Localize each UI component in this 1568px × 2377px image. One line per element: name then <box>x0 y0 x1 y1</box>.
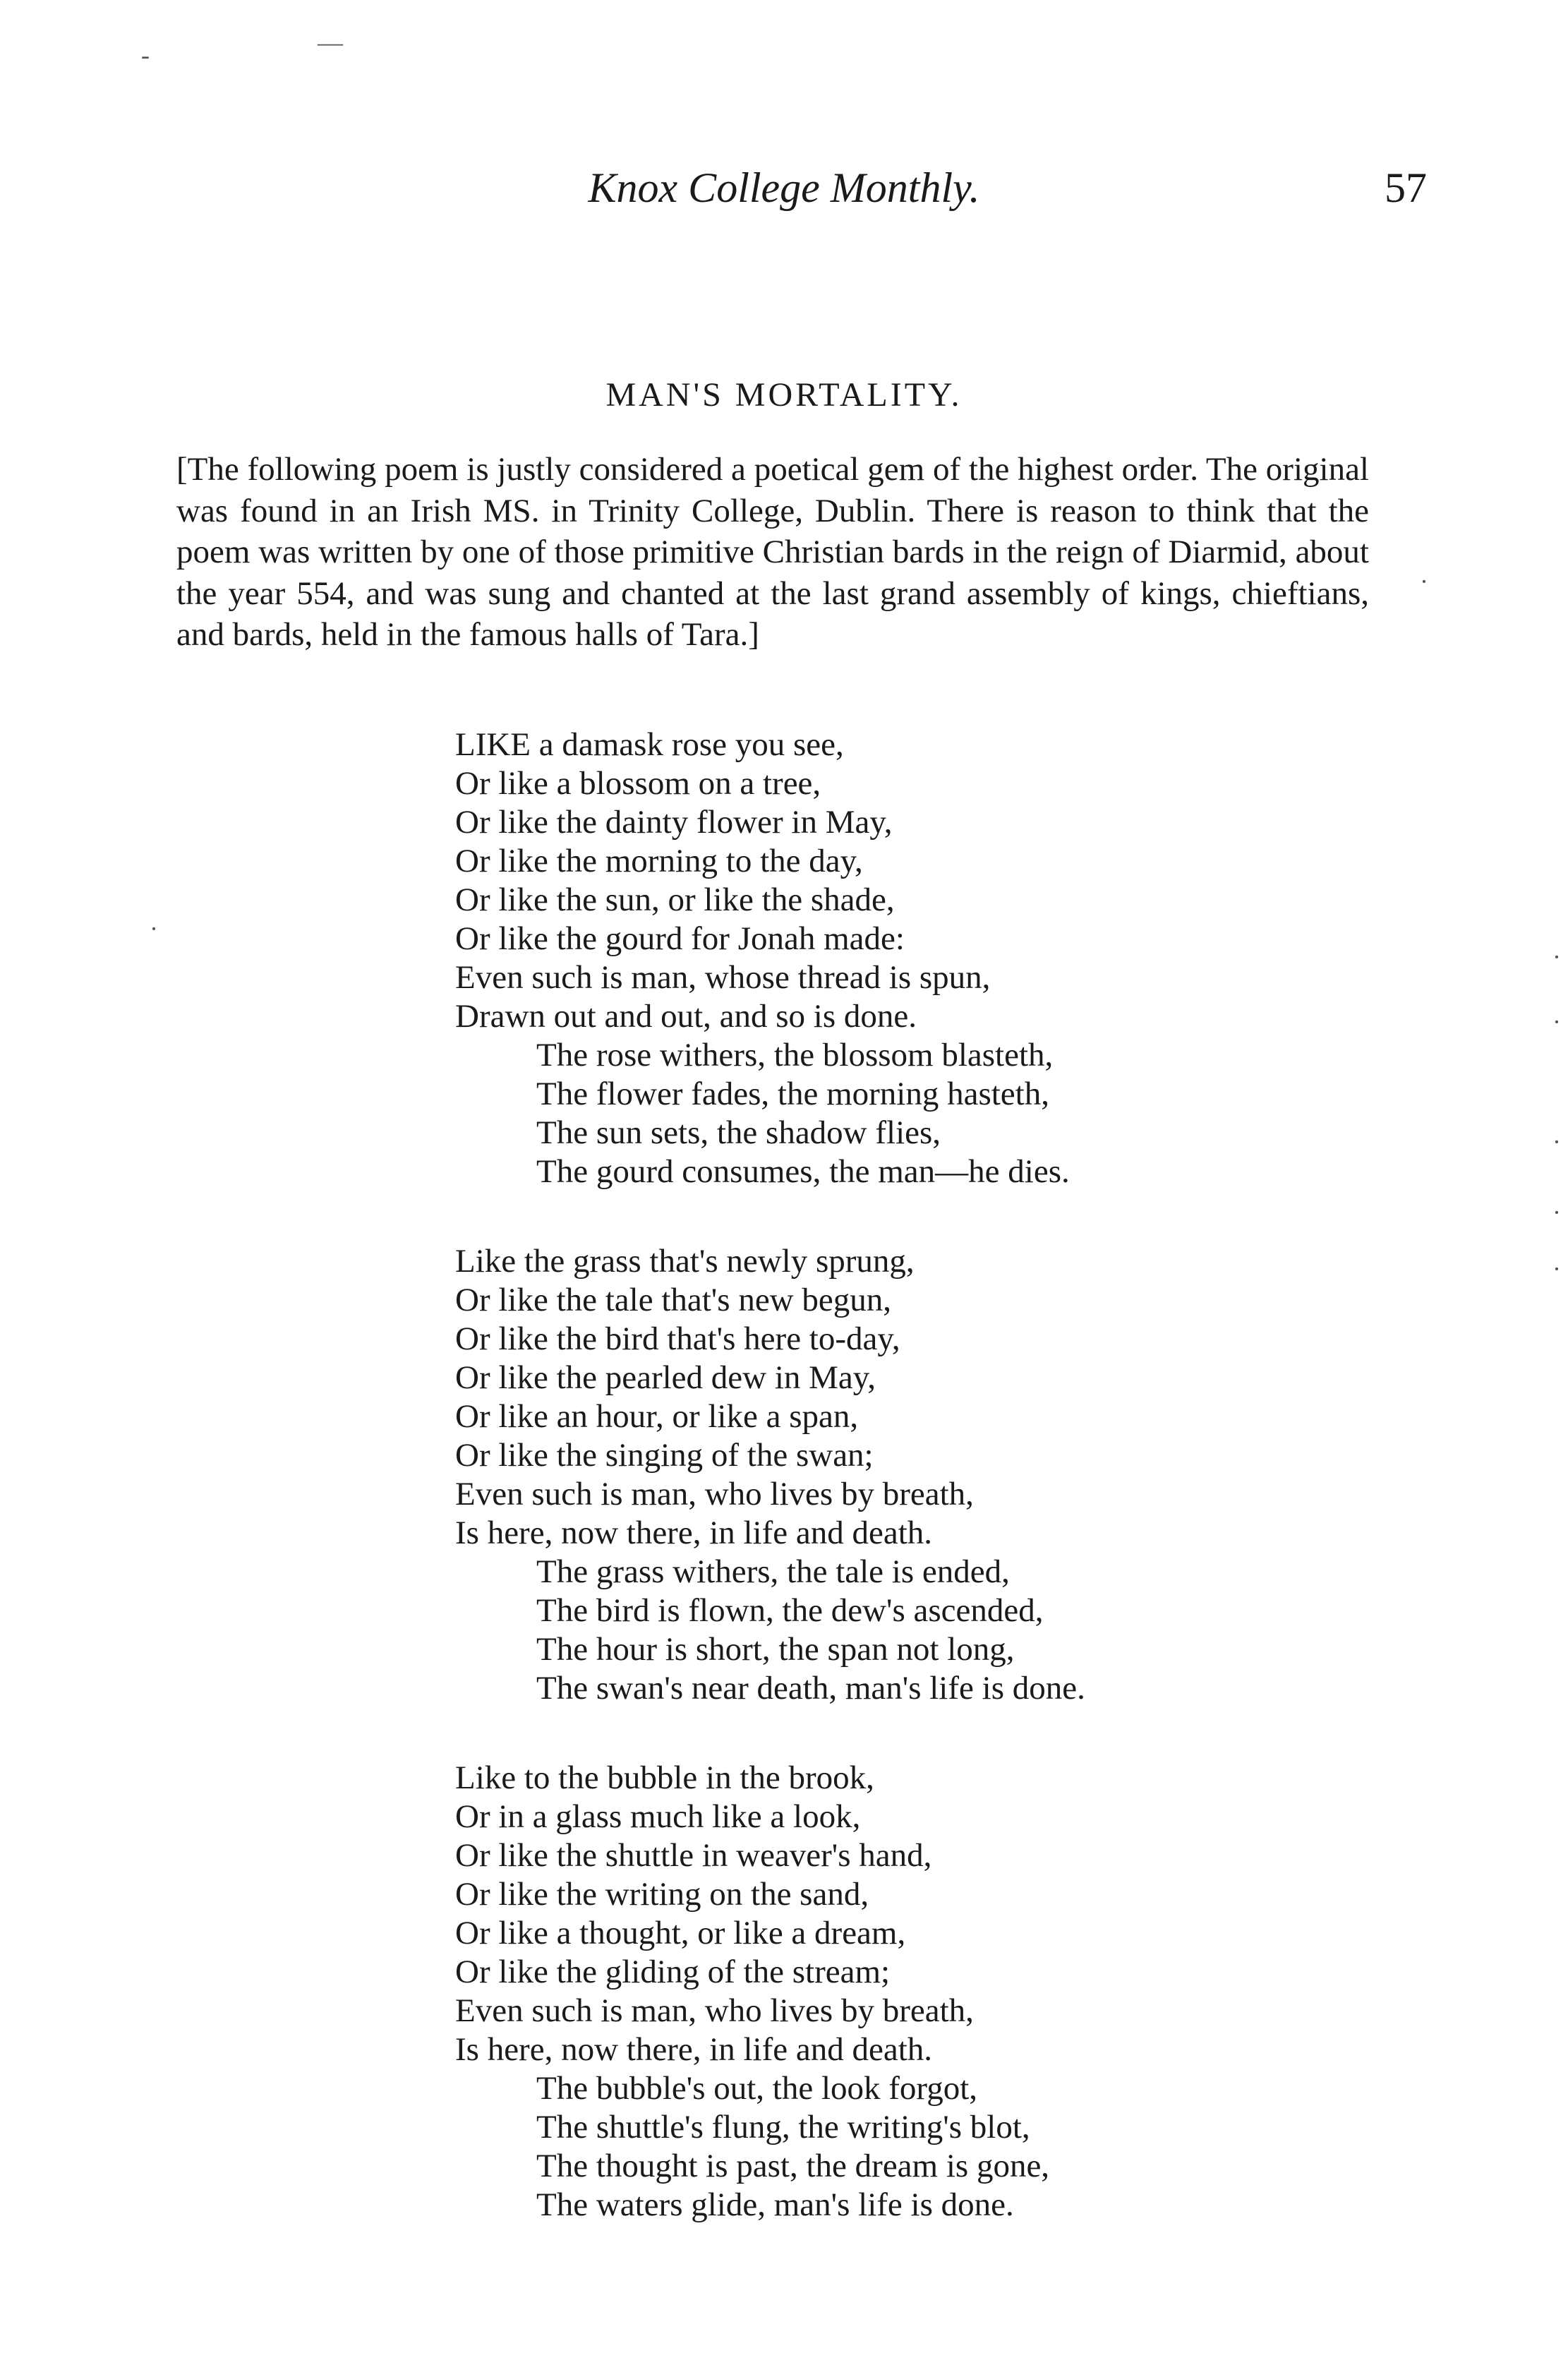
scan-speck: · <box>1552 1255 1561 1283</box>
poem-line: Or like the gourd for Jonah made: <box>455 920 905 957</box>
poem-line: Or like the pearled dew in May, <box>455 1359 876 1396</box>
poem-line: The shuttle's flung, the writing's blot, <box>536 2109 1030 2146</box>
poem-line: The gourd consumes, the man—he dies. <box>536 1153 1070 1190</box>
poem-line: Or like the dainty flower in May, <box>455 804 893 841</box>
poem-line: Or like the gliding of the stream; <box>455 1954 891 1990</box>
poem-line: Or in a glass much like a look, <box>455 1798 861 1835</box>
poem-line: Or like the morning to the day, <box>455 843 863 879</box>
scan-speck: · <box>1552 1128 1561 1156</box>
poem-line: The flower fades, the morning hasteth, <box>536 1076 1049 1112</box>
scan-speck: · <box>1552 1008 1561 1036</box>
poem-line: The bird is flown, the dew's ascended, <box>536 1592 1044 1629</box>
page-number: 57 <box>1385 164 1427 211</box>
poem-line: Or like the writing on the sand, <box>455 1876 869 1913</box>
poem-line: Even such is man, who lives by breath, <box>455 1992 974 2029</box>
poem <box>455 726 1373 2275</box>
intro-paragraph: [The following poem is justly considered a poetical gem of the highest order. The original was found in an Irish MS. in Trinity College, Dublin. There is reason to think that the poem was written by one of those primitive Christian bards in the reign of Diarmid, about the year 554, and was sung and chanted at the last grand assembly of kings, chieftians, and bards, held in the famous halls of Tara.] <box>176 451 1369 653</box>
poem-line: Like to the bubble in the brook, <box>455 1759 874 1796</box>
poem-line: The sun sets, the shadow flies, <box>536 1114 941 1151</box>
poem-line: Is here, now there, in life and death. <box>455 2031 933 2068</box>
poem-line: The swan's near death, man's life is done. <box>536 1670 1085 1707</box>
stanza <box>455 1242 1373 1708</box>
poem-line: Or like the shuttle in weaver's hand, <box>455 1837 932 1874</box>
article-title: MAN'S MORTALITY. <box>605 376 963 414</box>
poem-line: The bubble's out, the look forgot, <box>536 2070 978 2107</box>
poem-line: Even such is man, who lives by breath, <box>455 1476 974 1512</box>
poem-line: Or like the tale that's new begun, <box>455 1282 891 1318</box>
poem-line: Or like a blossom on a tree, <box>455 765 821 802</box>
poem-line: Is here, now there, in life and death. <box>455 1515 933 1551</box>
scan-speck: · <box>150 915 158 943</box>
stanza <box>455 726 1373 1191</box>
running-head <box>0 160 1568 216</box>
scan-speck: · <box>1420 567 1428 596</box>
poem-line: The hour is short, the span not long, <box>536 1631 1015 1668</box>
poem-line: Or like a thought, or like a dream, <box>455 1915 906 1951</box>
poem-line: The rose withers, the blossom blasteth, <box>536 1037 1054 1073</box>
poem-line: The grass withers, the tale is ended, <box>536 1553 1010 1590</box>
scan-speck: · <box>1552 943 1561 971</box>
journal-title: Knox College Monthly. <box>588 164 980 211</box>
scan-speck: - <box>141 41 150 69</box>
poem-line: The thought is past, the dream is gone, <box>536 2148 1050 2184</box>
scan-speck: — <box>318 28 343 56</box>
stanza <box>455 1759 1373 2225</box>
scan-speck: · <box>1552 1198 1561 1227</box>
poem-line: LIKE a damask rose you see, <box>455 726 844 763</box>
poem-line: Like the grass that's newly sprung, <box>455 1243 915 1280</box>
poem-line: Or like an hour, or like a span, <box>455 1398 859 1435</box>
poem-line: Or like the bird that's here to-day, <box>455 1320 900 1357</box>
poem-line: The waters glide, man's life is done. <box>536 2186 1014 2223</box>
poem-line: Drawn out and out, and so is done. <box>455 998 917 1035</box>
poem-line: Or like the sun, or like the shade, <box>455 881 895 918</box>
poem-line: Or like the singing of the swan; <box>455 1437 874 1474</box>
poem-line: Even such is man, whose thread is spun, <box>455 959 991 996</box>
